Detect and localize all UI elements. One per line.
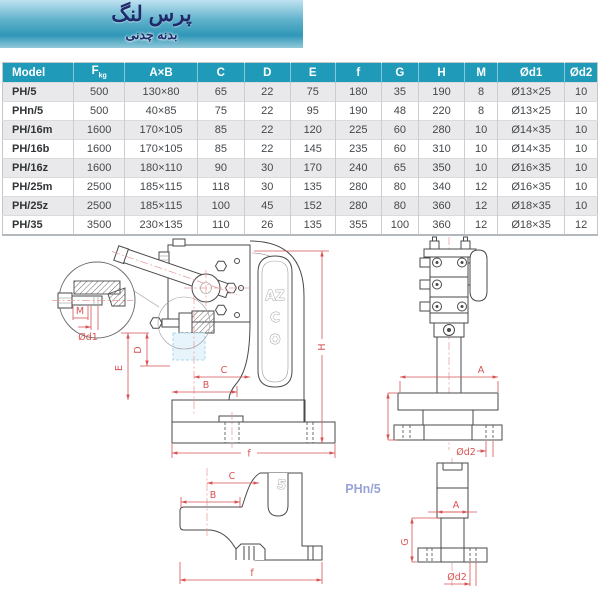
value-cell: 100 [381, 216, 418, 236]
value-cell: 60 [381, 140, 418, 159]
model-cell: PH/16z [3, 159, 74, 178]
col-header-d: D [244, 63, 290, 83]
header-band [0, 0, 303, 48]
technical-drawings [0, 225, 600, 600]
dim-label-f-bottom: f [250, 568, 254, 579]
brand-letter-o: O [269, 333, 281, 348]
value-cell: 10 [565, 102, 598, 121]
value-cell: 360 [418, 216, 464, 236]
value-cell: 35 [381, 83, 418, 102]
value-cell: 2500 [74, 197, 125, 216]
value-cell: 135 [290, 216, 335, 236]
value-cell: 22 [244, 140, 290, 159]
col-header-od1: Ød1 [497, 63, 564, 83]
dim-label-e: E [114, 364, 125, 372]
table-row [3, 178, 598, 197]
value-cell: 60 [381, 121, 418, 140]
value-cell: 10 [565, 121, 598, 140]
value-cell: 80 [381, 178, 418, 197]
value-cell: Ø14×35 [497, 140, 564, 159]
value-cell: Ø18×35 [497, 197, 564, 216]
brand-letter-c: C [270, 311, 280, 326]
col-header-g: G [381, 63, 418, 83]
value-cell: 40×85 [124, 102, 197, 121]
value-cell: 280 [418, 121, 464, 140]
dim-label-f: f [247, 448, 251, 460]
value-cell: 180×110 [124, 159, 197, 178]
value-cell: 180 [335, 83, 381, 102]
value-cell: 12 [565, 216, 598, 236]
dim-label-a-bottom: A [452, 500, 460, 511]
value-cell: 65 [381, 159, 418, 178]
dim-label-od2-side: Ød2 [456, 447, 476, 458]
value-cell: Ø13×25 [497, 83, 564, 102]
front-view [112, 239, 335, 460]
model-cell: PH/25m [3, 178, 74, 197]
col-header-model: Model [3, 63, 74, 83]
value-cell: 1600 [74, 140, 125, 159]
table-row [3, 159, 598, 178]
value-cell: 190 [418, 83, 464, 102]
side-view [388, 237, 502, 458]
value-cell: 118 [198, 178, 244, 197]
value-cell: 170 [290, 159, 335, 178]
value-cell: 350 [418, 159, 464, 178]
value-cell: 8 [465, 83, 498, 102]
dim-label-b-bottom: B [209, 490, 217, 501]
value-cell: 100 [198, 197, 244, 216]
page-title: پرس لنگ [111, 3, 192, 26]
model-cell: PH/16b [3, 140, 74, 159]
value-cell: 95 [290, 102, 335, 121]
col-header-c: C [198, 63, 244, 83]
dim-label-g: G [400, 538, 411, 546]
dim-label-d: D [133, 346, 144, 354]
value-cell: 185×115 [124, 197, 197, 216]
table-row [3, 102, 598, 121]
value-cell: 90 [198, 159, 244, 178]
die-area-highlight [173, 333, 205, 360]
value-cell: 190 [335, 102, 381, 121]
model-cell: PH/35 [3, 216, 74, 236]
value-cell: 10 [465, 140, 498, 159]
table-row [3, 197, 598, 216]
dim-label-c: C [220, 365, 228, 376]
spec-table-head-row [3, 63, 598, 83]
value-cell: 10 [565, 159, 598, 178]
dim-label-m: M [75, 306, 85, 317]
value-cell: 30 [244, 178, 290, 197]
dim-label-od1: Ød1 [78, 332, 98, 343]
value-cell: 310 [418, 140, 464, 159]
value-cell: 235 [335, 140, 381, 159]
dim-label-c-bottom: C [228, 471, 236, 482]
col-header-fkg: $F_{kg}$ [74, 63, 125, 83]
value-cell: 2500 [74, 178, 125, 197]
value-cell: 230×135 [124, 216, 197, 236]
value-cell: 340 [418, 178, 464, 197]
dim-label-h: H [317, 343, 328, 351]
model-variant-label: PHn/5 [345, 482, 381, 496]
value-cell: Ø16×35 [497, 178, 564, 197]
detail-circle-view [52, 262, 135, 343]
col-header-f: f [335, 63, 381, 83]
value-cell: 22 [244, 102, 290, 121]
value-cell: 280 [335, 178, 381, 197]
dim-label-b: B [202, 380, 210, 391]
value-cell: 130×80 [124, 83, 197, 102]
value-cell: 48 [381, 102, 418, 121]
col-header-od2: Ød2 [565, 63, 598, 83]
value-cell: 355 [335, 216, 381, 236]
model-cell: PHn/5 [3, 102, 74, 121]
page-subtitle: بدنه چدنی [125, 28, 178, 42]
value-cell: 80 [381, 197, 418, 216]
value-cell: 10 [465, 159, 498, 178]
table-row [3, 140, 598, 159]
value-cell: 500 [74, 83, 125, 102]
value-cell: 110 [198, 216, 244, 236]
value-cell: 220 [418, 102, 464, 121]
value-cell: 280 [335, 197, 381, 216]
value-cell: 135 [290, 178, 335, 197]
col-header-m: M [465, 63, 498, 83]
value-cell: Ø13×25 [497, 102, 564, 121]
cast-stamp-5: 5 [275, 477, 288, 494]
model-cell: PH/25z [3, 197, 74, 216]
value-cell: 30 [244, 159, 290, 178]
value-cell: 10 [565, 178, 598, 197]
value-cell: 500 [74, 102, 125, 121]
value-cell: 26 [244, 216, 290, 236]
spec-table [2, 62, 598, 236]
bottom-front-view [180, 468, 381, 584]
value-cell: 225 [335, 121, 381, 140]
value-cell: 170×105 [124, 140, 197, 159]
value-cell: Ø18×35 [497, 216, 564, 236]
col-header-e: E [290, 63, 335, 83]
bottom-side-view [400, 458, 487, 588]
value-cell: 145 [290, 140, 335, 159]
value-cell: 75 [290, 83, 335, 102]
value-cell: 10 [565, 197, 598, 216]
value-cell: 12 [465, 216, 498, 236]
value-cell: 170×105 [124, 121, 197, 140]
value-cell: Ø16×35 [497, 159, 564, 178]
col-header-h: H [418, 63, 464, 83]
value-cell: 45 [244, 197, 290, 216]
value-cell: 22 [244, 83, 290, 102]
brand-letters-az: AZ [265, 289, 285, 304]
value-cell: 120 [290, 121, 335, 140]
value-cell: Ø14×35 [497, 121, 564, 140]
table-row [3, 83, 598, 102]
value-cell: 10 [565, 140, 598, 159]
value-cell: 8 [465, 102, 498, 121]
value-cell: 240 [335, 159, 381, 178]
dim-label-od2-bottom: Ød2 [447, 572, 467, 583]
dim-label-a-side: A [477, 365, 485, 376]
model-cell: PH/16m [3, 121, 74, 140]
value-cell: 1600 [74, 121, 125, 140]
value-cell: 1600 [74, 159, 125, 178]
value-cell: 3500 [74, 216, 125, 236]
value-cell: 12 [465, 197, 498, 216]
value-cell: 360 [418, 197, 464, 216]
value-cell: 152 [290, 197, 335, 216]
value-cell: 85 [198, 121, 244, 140]
value-cell: 12 [465, 178, 498, 197]
table-row [3, 121, 598, 140]
value-cell: 85 [198, 140, 244, 159]
value-cell: 22 [244, 121, 290, 140]
value-cell: 10 [565, 83, 598, 102]
value-cell: 10 [465, 121, 498, 140]
value-cell: 65 [198, 83, 244, 102]
value-cell: 185×115 [124, 178, 197, 197]
model-cell: PH/5 [3, 83, 74, 102]
value-cell: 75 [198, 102, 244, 121]
col-header-axb: A×B [124, 63, 197, 83]
handle-knob [470, 250, 487, 301]
